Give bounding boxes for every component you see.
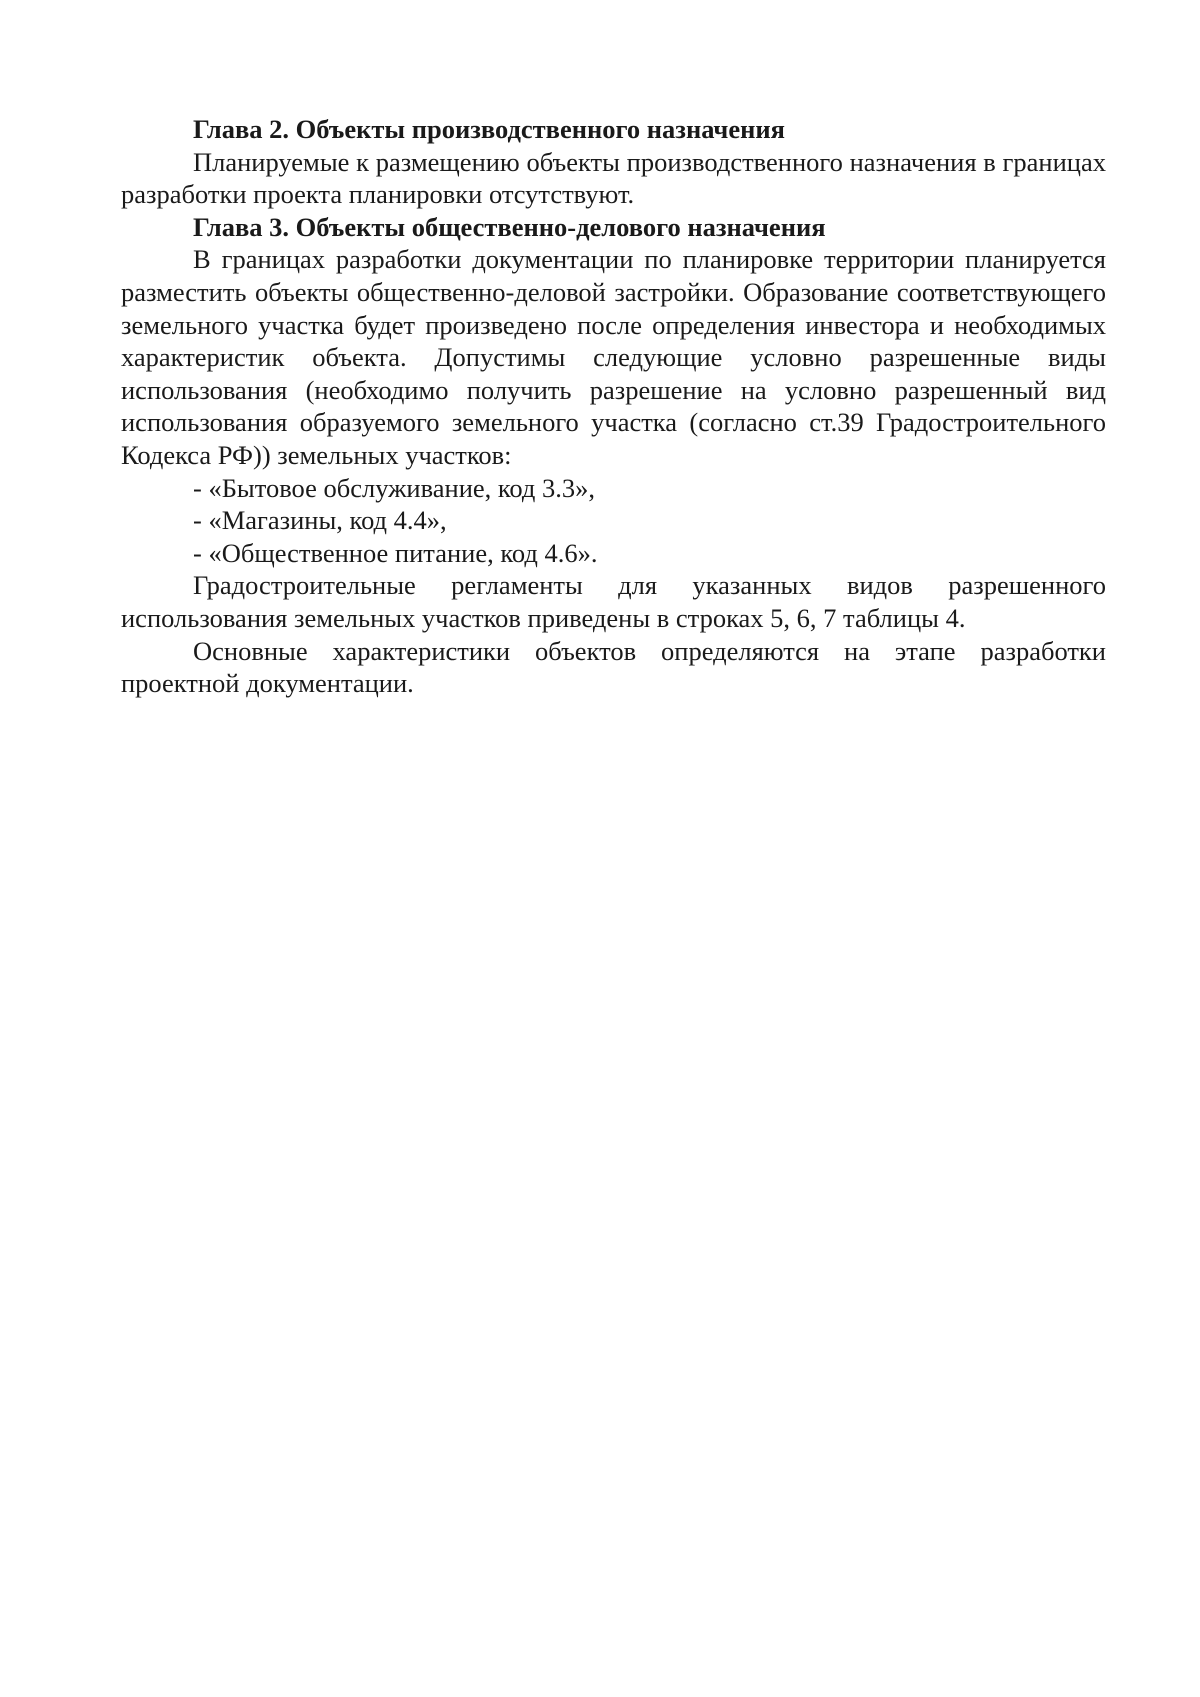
chapter-2-paragraph: Планируемые к размещению объекты производственного назначения в границах разработки проекта планировки отсутствуют.	[121, 146, 1106, 210]
list-item: - «Магазины, код 4.4»,	[193, 505, 447, 536]
permitted-uses-list	[121, 472, 1106, 570]
regulations-paragraph: Градостроительные регламенты для указанных видов разрешенного использования земельных участков приведены в строках 5, 6, 7 таблицы 4.	[121, 570, 1106, 633]
chapter-2-heading: Глава 2. Объекты производственного назначения	[193, 114, 785, 144]
list-item: - «Общественное питание, код 4.6».	[193, 537, 598, 568]
list-item: - «Бытовое обслуживание, код 3.3»,	[193, 472, 596, 503]
characteristics-paragraph: Основные характеристики объектов определяются на этапе разработки проектной документации.	[121, 635, 1106, 699]
chapter-2	[121, 113, 1106, 211]
document-page	[121, 113, 1106, 700]
chapter-3-paragraph: В границах разработки документации по планировке территории планируется разместить объекты общественно-деловой застройки. Образование соответствующего земельного участка будет произведено после определения инвестора и необходимых характеристик объекта. Допустимы следующие условно разрешенные виды использования (необходимо получить разрешение на условно разрешенный вид использования образуемого земельного участка (согласно ст.39 Градостроительного Кодекса РФ)) земельных участков:	[121, 244, 1106, 470]
chapter-3-heading: Глава 3. Объекты общественно-делового назначения	[193, 211, 826, 242]
chapter-3	[121, 211, 1106, 700]
